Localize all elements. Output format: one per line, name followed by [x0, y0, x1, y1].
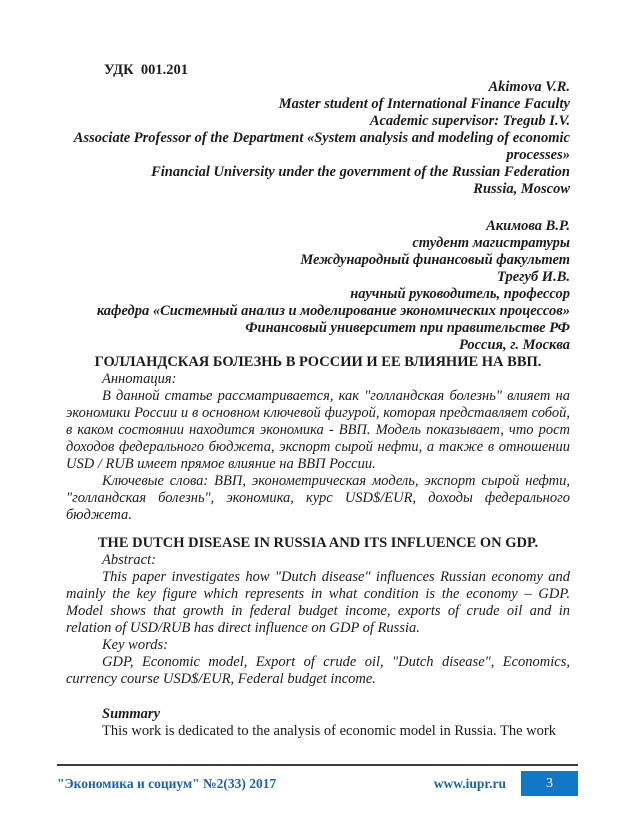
author-ru-supervisor-title: научный руководитель, профессор: [350, 286, 570, 302]
author-en-position: Master student of International Finance Faculty: [278, 96, 570, 112]
keywords-ru: Ключевые слова: ВВП, эконометрическая модель, экспорт сырой нефти, "голландская болезнь", экономика, курс USD$/EUR, доходы федерального бюджета.: [66, 473, 570, 523]
author-block-en: [66, 79, 570, 198]
summary-text: This work is dedicated to the analysis of economic model in Russia. The work: [102, 723, 556, 739]
footer-row: [57, 766, 578, 796]
author-en-supervisor-title: Associate Professor of the Department «System analysis and modeling of economic processes»: [73, 130, 570, 163]
author-en-name: Akimova V.R.: [488, 79, 570, 95]
page-footer: [57, 764, 578, 796]
author-en-location: Russia, Moscow: [473, 181, 570, 197]
keywords-en: GDP, Economic model, Export of crude oil, "Dutch disease", Economics, currency course USD$/EUR, Federal budget income.: [66, 654, 570, 687]
abstract-label-en: Abstract:: [102, 552, 156, 568]
author-en-supervisor: Academic supervisor: Tregub I.V.: [369, 113, 570, 129]
abstract-en: This paper investigates how "Dutch disease" influences Russian economy and mainly the key figure which represents in what condition is the economy – GDP. Model shows that growth in federal budget income, exports of crude oil and in relation of USD/RUB has direct influence on GDP of Russia.: [66, 569, 570, 636]
summary-label: Summary: [102, 706, 161, 722]
title-en: THE DUTCH DISEASE IN RUSSIA AND ITS INFLUENCE ON GDP.: [97, 535, 539, 551]
udc-number: УДК 001.201: [104, 62, 189, 78]
page-content: [66, 62, 570, 740]
footer-journal-title: "Экономика и социум" №2(33) 2017: [57, 776, 277, 791]
author-ru-name: Акимова В.Р.: [486, 218, 570, 234]
author-ru-university: Финансовый университет при правительстве РФ: [245, 320, 570, 336]
footer-website: www.iupr.ru: [433, 776, 506, 791]
author-en-university: Financial University under the government of the Russian Federation: [151, 164, 570, 180]
annotation-label-ru: Аннотация:: [102, 371, 177, 387]
title-ru: ГОЛЛАНДСКАЯ БОЛЕЗНЬ В РОССИИ И ЕЕ ВЛИЯНИЕ НА ВВП.: [94, 354, 542, 370]
author-ru-position: студент магистратуры: [412, 235, 570, 251]
keywords-label-en: Key words:: [102, 637, 168, 653]
author-ru-department: кафедра «Системный анализ и моделирование экономических процессов»: [96, 303, 570, 319]
author-ru-faculty: Международный финансовый факультет: [300, 252, 570, 268]
footer-page-number: 3: [521, 771, 578, 796]
author-ru-supervisor: Трегуб И.В.: [496, 269, 570, 285]
abstract-ru: В данной статье рассматривается, как "голландская болезнь" влияет на экономики России и в основном ключевой фигурой, которая представляет собой, в каком состоянии находится экономика - ВВП. Модель показывает, что рост доходов федерального бюджета, экспорт сырой нефти, а также в отношении USD / RUB имеет прямое влияние на ВВП России.: [66, 388, 570, 472]
author-block-ru: [66, 218, 570, 354]
author-ru-location: Россия, г. Москва: [458, 337, 570, 353]
